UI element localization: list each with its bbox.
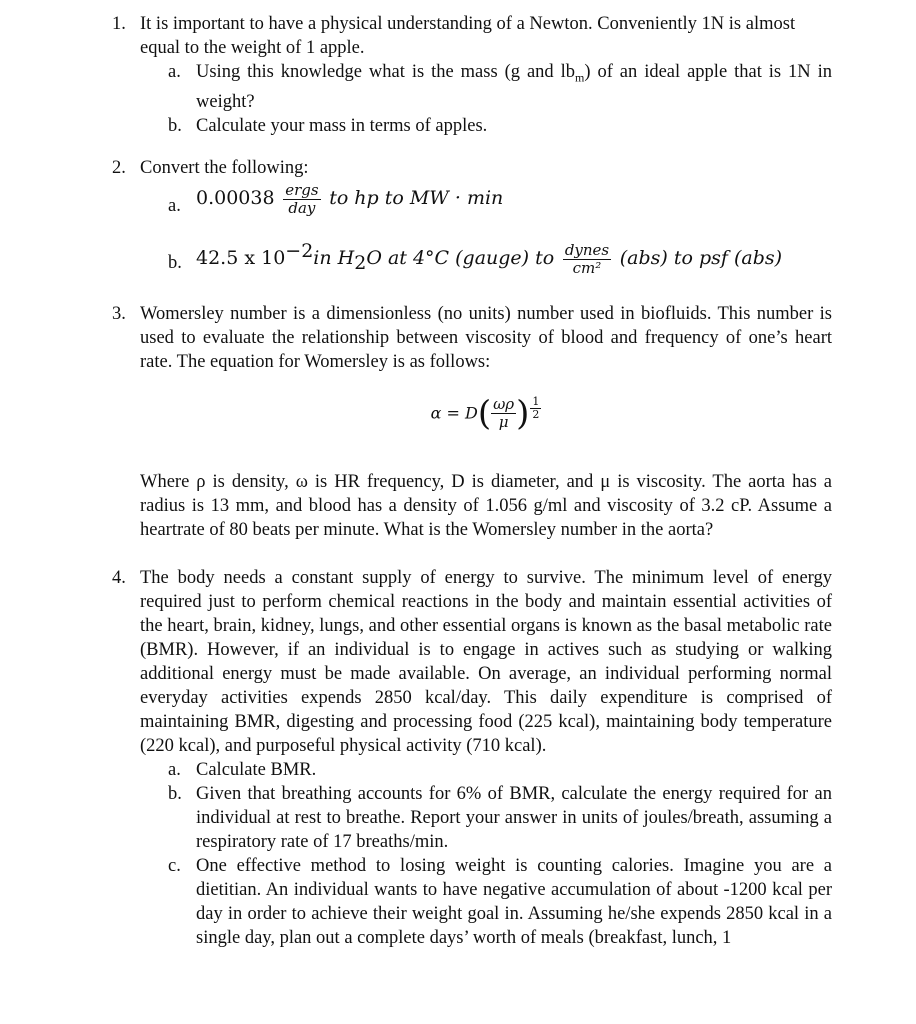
womersley-equation: α = D( $\frac{\omega\rho}{\mu}$ ) $\frac{1}{2}$ [430, 393, 540, 434]
fraction: $\frac{\text{ergs}}{\text{day}}$ [285, 181, 319, 217]
question-4 [112, 566, 832, 950]
question-text-2: Where ρ is density, ω is HR frequency, D is diameter, and μ is viscosity. The aorta has a radius is 13 mm, and blood has a density of 1.056 g/ml and viscosity of 3.2 cP. Assume a heartrate of 80 beats per minute. What is the Womersley number in the aorta? [140, 472, 832, 540]
question-text: It is important to have a physical understanding of a Newton. Conveniently 1N is almost equal to the weight of 1 apple. [140, 14, 796, 58]
subquestion-b: b. 42.5 x $10^{-2}in$ $H_2O$ at 4°C (gauge) to $\frac{\text{dynes}}{\text{cm²}}$ (abs) to psf (abs) [168, 240, 783, 278]
question-number: 3. [112, 304, 126, 324]
question-3 [112, 302, 832, 542]
question-number: 2. [112, 158, 126, 178]
subquestion-a: a. Using this knowledge what is the mass (g and $lb_m$) of an ideal apple that is 1N in weight? [168, 62, 833, 112]
question-1 [112, 12, 832, 138]
exponent-fraction: $\frac{1}{2}$ [532, 395, 540, 421]
subquestion-a: a. 0.00038 $\frac{\text{ergs}}{\text{day}}$ to hp to MW · min [168, 181, 504, 217]
subquestion-c: c. One effective method to losing weight is counting calories. Imagine you are a dietitian. An individual wants to have negative accumulation of about -1200 kcal per day in order to achieve their weight goal in. Assuming he/she expends 2850 kcal in a single day, plan out a complete days’ worth of meals (breakfast, lunch, 1 [168, 856, 832, 948]
subquestion-b: b. Calculate your mass in terms of apples. [168, 115, 488, 136]
fraction: $\frac{\omega\rho}{\mu}$ [493, 395, 515, 431]
question-text: Convert the following: [140, 158, 309, 178]
subquestion-b: b. Given that breathing accounts for 6% of BMR, calculate the energy required for an individual at rest to breathe. Report your answer in units of joules/breath, assuming a respiratory rate of 17 breaths/min. [168, 784, 832, 852]
question-2 [112, 156, 832, 277]
question-text: Womersley number is a dimensionless (no units) number used in biofluids. This number is used to evaluate the relationship between viscosity of blood and frequency of one’s heart rate. The equation for Womersley is as follows: [140, 304, 832, 372]
subquestion-a: a. Calculate BMR. [168, 760, 317, 780]
question-number: 1. [112, 14, 126, 34]
question-number: 4. [112, 568, 126, 588]
question-text: The body needs a constant supply of energy to survive. The minimum level of energy required just to perform chemical reactions in the body and maintain essential activities of the heart, brain, kidney, lungs, and other essential organs is known as the basal metabolic rate (BMR). However, if an individual is to engage in actives such as studying or walking additional energy must be made available. On average, an individual performing normal everyday activities expends 2850 kcal/day. This daily expenditure is comprised of maintaining BMR, digesting and processing food (225 kcal), maintaining body temperature (220 kcal), and purposeful physical activity (710 kcal). [140, 568, 832, 756]
fraction: $\frac{\text{dynes}}{\text{cm²}}$ [564, 241, 610, 278]
